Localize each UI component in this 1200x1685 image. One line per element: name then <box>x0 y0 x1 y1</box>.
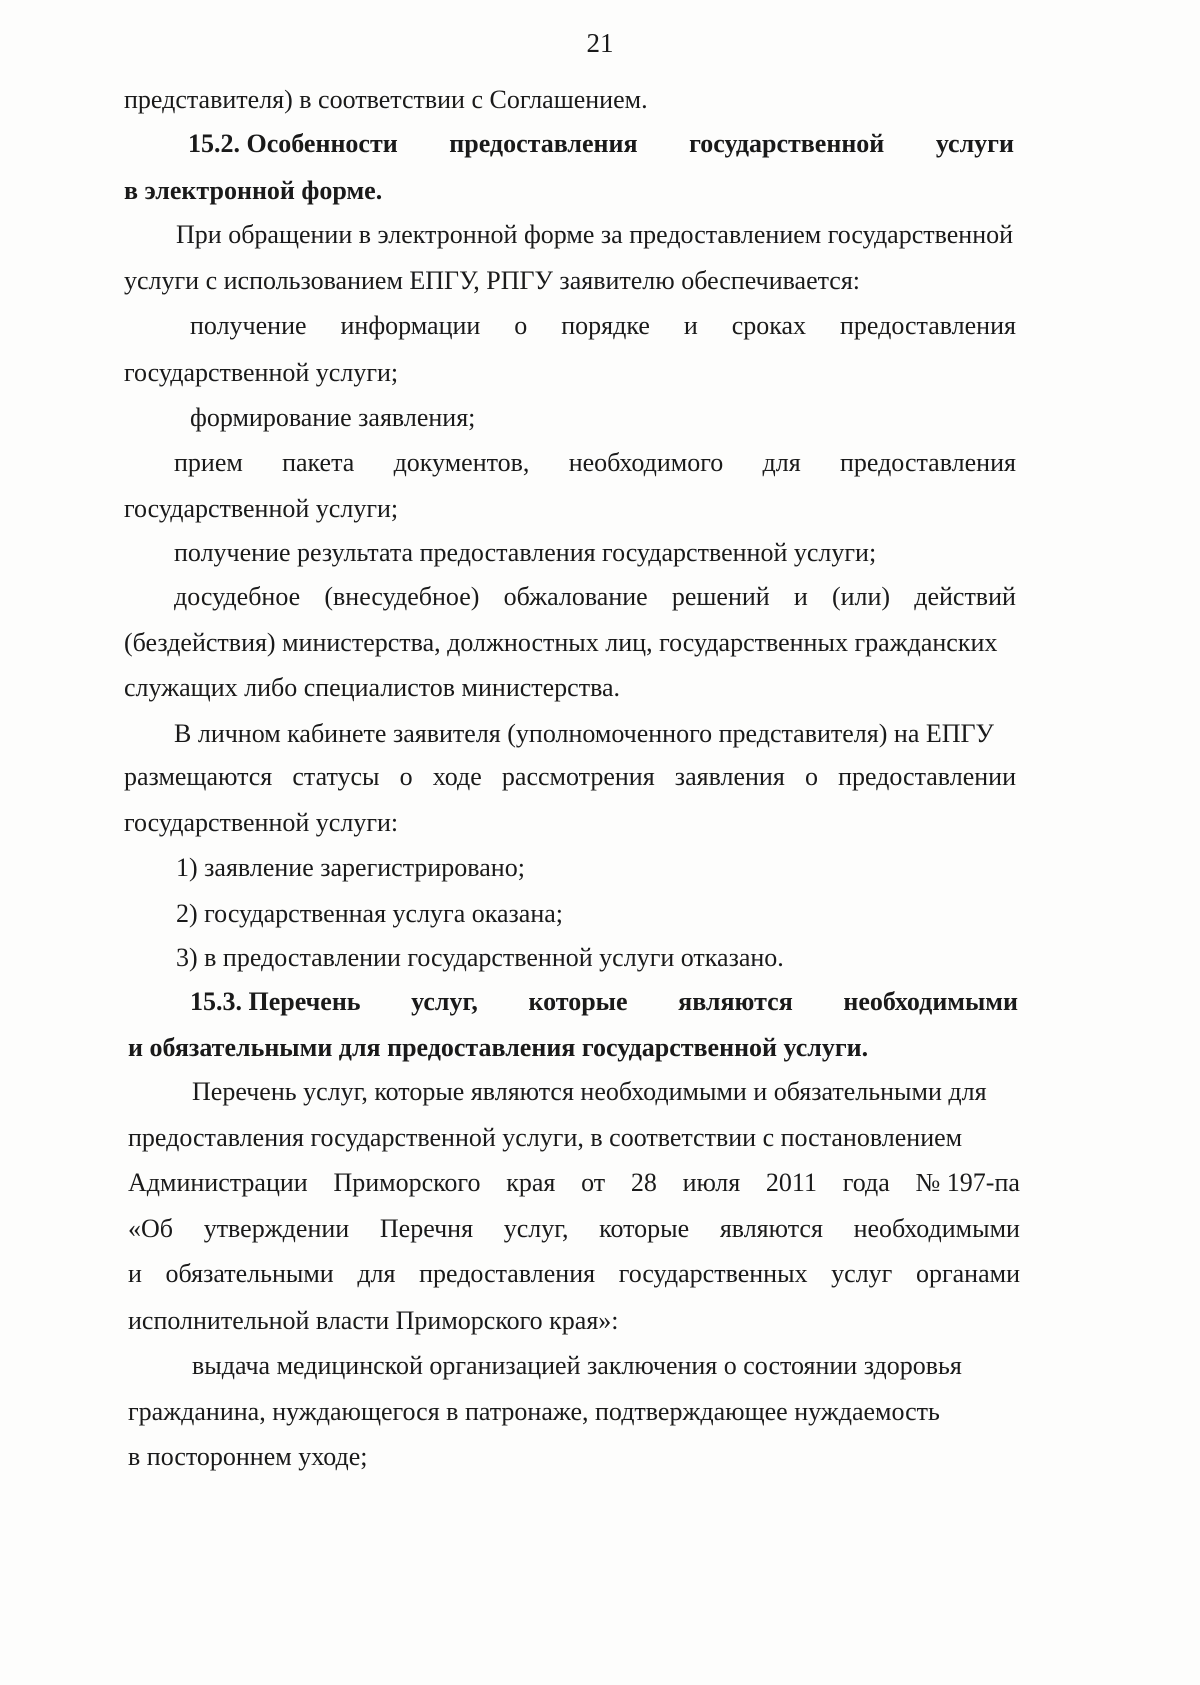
text-line: формирование заявления; <box>190 403 476 432</box>
word: «Об <box>128 1214 174 1243</box>
justified-line <box>174 581 1016 613</box>
word: сроках <box>731 311 807 340</box>
section-heading-15-2-continued: в электронной форме. <box>124 176 383 205</box>
text-line: услуги с использованием ЕПГУ, РПГУ заявителю обеспечивается: <box>124 266 861 295</box>
word: о <box>804 762 818 791</box>
word: размещаются <box>124 762 273 791</box>
section-heading-15-3-continued: и обязательными для предоставления государственной услуги. <box>128 1033 869 1062</box>
heading-word: которые <box>528 987 628 1016</box>
justified-line <box>174 447 1016 479</box>
heading-word: государственной <box>689 129 885 158</box>
word: порядке <box>561 311 650 340</box>
list-item: 3) в предоставлении государственной услуги отказано. <box>176 943 784 972</box>
justified-line <box>190 310 1016 342</box>
word: государственных <box>618 1259 808 1288</box>
justified-line <box>128 1213 1020 1245</box>
page-number: 21 <box>586 28 614 58</box>
section-heading-15-3 <box>190 986 1018 1018</box>
text-line: государственной услуги; <box>124 358 399 387</box>
word: ходе <box>432 762 482 791</box>
word: предоставления <box>839 311 1016 340</box>
word: и <box>793 582 808 611</box>
text-line: служащих либо специалистов министерства. <box>124 673 621 702</box>
text-line: При обращении в электронной форме за предоставлением государственной <box>176 220 1014 249</box>
text-line: государственной услуги: <box>124 808 399 837</box>
word: для <box>762 448 801 477</box>
word: услуг, <box>503 1214 569 1243</box>
heading-word: являются <box>678 987 793 1016</box>
text-line: представителя) в соответствии с Соглашением. <box>124 85 648 114</box>
word: получение <box>190 311 307 340</box>
word: июля <box>682 1168 741 1197</box>
word: о <box>399 762 413 791</box>
word: обязательными <box>165 1259 334 1288</box>
word: необходимыми <box>853 1214 1020 1243</box>
heading-word: услуги <box>935 129 1014 158</box>
text-line: исполнительной власти Приморского края»: <box>128 1306 619 1335</box>
section-heading-15-2 <box>188 128 1014 160</box>
word: заявления <box>674 762 785 791</box>
word: от <box>581 1168 606 1197</box>
justified-line <box>128 1258 1020 1290</box>
text-line: (бездействия) министерства, должностных лиц, государственных гражданских <box>124 628 998 657</box>
word: года <box>842 1168 890 1197</box>
justified-line <box>124 761 1016 793</box>
text-line: В личном кабинете заявителя (уполномоченного представителя) на ЕПГУ <box>174 719 994 748</box>
heading-word: предоставления <box>449 129 638 158</box>
word: 2011 <box>765 1168 817 1197</box>
word: о <box>514 311 528 340</box>
word: предоставления <box>419 1259 596 1288</box>
word: услуг <box>831 1259 893 1288</box>
text-line: гражданина, нуждающегося в патронаже, подтверждающее нуждаемость <box>128 1397 940 1426</box>
word: предоставлении <box>838 762 1016 791</box>
word: которые <box>599 1214 690 1243</box>
word: Перечня <box>379 1214 474 1243</box>
word: предоставления <box>839 448 1016 477</box>
justified-line <box>128 1167 1020 1199</box>
heading-word: необходимыми <box>843 987 1018 1016</box>
word: утверждении <box>203 1214 350 1243</box>
text-line: в постороннем уходе; <box>128 1442 368 1471</box>
word: (или) <box>831 582 891 611</box>
word: досудебное <box>174 582 301 611</box>
word: действий <box>914 582 1016 611</box>
word: № 197-па <box>915 1168 1020 1197</box>
word: прием <box>174 448 243 477</box>
word: необходимого <box>568 448 724 477</box>
heading-word: 15.2. Особенности <box>188 129 398 158</box>
word: и <box>683 311 698 340</box>
heading-word: услуг, <box>411 987 478 1016</box>
text-line: выдача медицинской организацией заключения о состоянии здоровья <box>192 1351 962 1380</box>
word: Приморского <box>333 1168 481 1197</box>
word: органами <box>915 1259 1020 1288</box>
list-item: 1) заявление зарегистрировано; <box>176 853 525 882</box>
word: обжалование <box>503 582 648 611</box>
text-line: государственной услуги; <box>124 494 399 523</box>
word: решений <box>671 582 770 611</box>
text-line: предоставления государственной услуги, в соответствии с постановлением <box>128 1123 963 1152</box>
word: 28 <box>630 1168 657 1197</box>
heading-word: 15.3. Перечень <box>190 987 361 1016</box>
text-line: Перечень услуг, которые являются необходимыми и обязательными для <box>192 1077 987 1106</box>
word: для <box>357 1259 396 1288</box>
word: пакета <box>282 448 355 477</box>
word: (внесудебное) <box>324 582 480 611</box>
word: информации <box>340 311 481 340</box>
word: документов, <box>393 448 530 477</box>
word: рассмотрения <box>501 762 655 791</box>
word: края <box>506 1168 556 1197</box>
word: и <box>128 1259 142 1288</box>
word: Администрации <box>128 1168 308 1197</box>
text-line: получение результата предоставления государственной услуги; <box>174 538 877 567</box>
word: являются <box>719 1214 823 1243</box>
list-item: 2) государственная услуга оказана; <box>176 899 564 928</box>
word: статусы <box>292 762 380 791</box>
